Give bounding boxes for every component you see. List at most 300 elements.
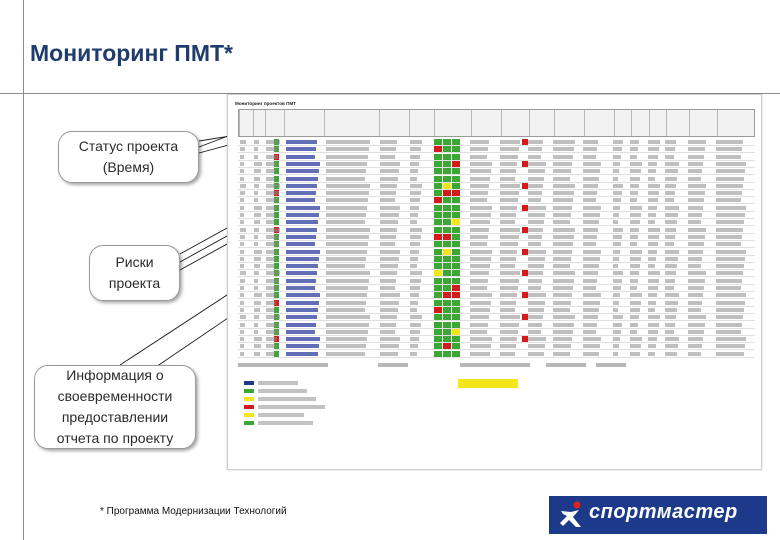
sheet-cell bbox=[470, 184, 489, 188]
sheet-cell bbox=[630, 206, 642, 210]
risk-status-cell bbox=[452, 249, 460, 255]
sheet-cell bbox=[410, 155, 420, 159]
sheet-cell bbox=[380, 140, 397, 144]
sheet-cell bbox=[688, 191, 705, 195]
report-status-cell bbox=[522, 314, 528, 320]
sheet-cell bbox=[240, 271, 246, 275]
sheet-cell bbox=[665, 337, 679, 341]
sheet-cell bbox=[630, 242, 637, 246]
sheet-cell bbox=[470, 177, 490, 181]
sheet-cell bbox=[613, 323, 622, 327]
sheet-cell bbox=[553, 330, 573, 334]
sheet-header-cell bbox=[717, 110, 719, 136]
sheet-cell bbox=[688, 315, 706, 319]
sheet-header-cell bbox=[253, 110, 255, 136]
sheet-header-cell bbox=[239, 110, 241, 136]
sheet-cell bbox=[410, 279, 421, 283]
sheet-cell bbox=[613, 162, 620, 166]
sheet-cell bbox=[254, 169, 261, 173]
sheet-cell bbox=[553, 228, 575, 232]
sheet-cell bbox=[326, 301, 366, 305]
sheet-cell bbox=[326, 315, 370, 319]
sheet-row bbox=[238, 343, 755, 350]
sheet-cell bbox=[528, 191, 542, 195]
risk-status-cell bbox=[443, 212, 451, 218]
sheet-cell bbox=[553, 198, 573, 202]
sheet-cell bbox=[648, 155, 658, 159]
sheet-cell bbox=[630, 191, 638, 195]
sheet-cell bbox=[583, 220, 599, 224]
sheet-cell bbox=[240, 323, 245, 327]
sheet-cell bbox=[716, 147, 742, 151]
risk-status-cell bbox=[443, 197, 451, 203]
sheet-cell bbox=[380, 286, 395, 290]
risk-status-cell bbox=[452, 161, 460, 167]
sheet-cell bbox=[254, 257, 261, 261]
sheet-cell bbox=[286, 184, 317, 188]
sheet-cell bbox=[500, 315, 520, 319]
sheet-cell bbox=[326, 206, 367, 210]
report-status-cell bbox=[522, 139, 528, 145]
sheet-cell bbox=[528, 271, 543, 275]
sheet-cell bbox=[716, 337, 746, 341]
sheet-row bbox=[238, 314, 755, 321]
sheet-cell bbox=[688, 323, 705, 327]
sheet-cell bbox=[528, 242, 541, 246]
sheet-cell bbox=[286, 213, 319, 217]
sheet-cell bbox=[240, 293, 244, 297]
sheet-cell bbox=[630, 228, 639, 232]
sheet-cell bbox=[266, 308, 275, 312]
risk-status-cell bbox=[452, 351, 460, 357]
sheet-cell bbox=[254, 286, 258, 290]
sheet-cell bbox=[528, 301, 545, 305]
sheet-cell bbox=[254, 315, 259, 319]
sheet-cell bbox=[380, 257, 399, 261]
sheet-cell bbox=[326, 147, 369, 151]
sheet-cell bbox=[613, 169, 619, 173]
sheet-cell bbox=[470, 257, 491, 261]
sheet-cell bbox=[553, 257, 571, 261]
sheet-cell bbox=[630, 330, 637, 334]
sheet-cell bbox=[648, 286, 658, 290]
risk-status-cell bbox=[443, 176, 451, 182]
sheet-cell bbox=[500, 206, 517, 210]
sheet-cell bbox=[688, 301, 702, 305]
sheet-row bbox=[238, 285, 755, 292]
sheet-row bbox=[238, 176, 755, 183]
sheet-cell bbox=[630, 198, 637, 202]
sheet-cell bbox=[286, 264, 318, 268]
sheet-cell bbox=[286, 147, 316, 151]
sheet-cell bbox=[380, 184, 397, 188]
sheet-cell bbox=[500, 308, 515, 312]
sheet-cell bbox=[716, 169, 745, 173]
risk-status-cell bbox=[452, 183, 460, 189]
sheet-cell bbox=[380, 279, 396, 283]
sheet-cell bbox=[528, 169, 545, 173]
sheet-cell bbox=[528, 250, 546, 254]
sheet-cell bbox=[254, 323, 258, 327]
sheet-cell bbox=[553, 235, 574, 239]
sheet-cell bbox=[648, 169, 656, 173]
sheet-cell bbox=[286, 286, 315, 290]
footnote: * Программа Модернизации Технологий bbox=[100, 506, 287, 517]
sheet-cell bbox=[254, 271, 259, 275]
sheet-cell bbox=[286, 235, 316, 239]
sheet-cell bbox=[266, 235, 279, 239]
sheet-cell bbox=[665, 352, 677, 356]
risk-status-cell bbox=[443, 351, 451, 357]
sheet-cell bbox=[688, 250, 703, 254]
sheet-cell bbox=[613, 301, 619, 305]
risk-status-cell bbox=[452, 300, 460, 306]
risk-status-cell bbox=[452, 219, 460, 225]
sheet-cell bbox=[254, 250, 262, 254]
sheet-cell bbox=[528, 330, 541, 334]
sheet-cell bbox=[266, 286, 278, 290]
sheet-cell bbox=[254, 308, 260, 312]
sheet-cell bbox=[470, 250, 492, 254]
sheet-cell bbox=[266, 191, 279, 195]
sheet-cell bbox=[254, 155, 258, 159]
sheet-cell bbox=[470, 140, 489, 144]
sheet-cell bbox=[240, 352, 244, 356]
sheet-cell bbox=[553, 147, 574, 151]
sheet-cell bbox=[665, 198, 674, 202]
sheet-cell bbox=[688, 330, 704, 334]
sheet-cell bbox=[500, 257, 516, 261]
sheet-cell bbox=[648, 315, 660, 319]
sheet-cell bbox=[410, 220, 417, 224]
legend-text bbox=[258, 413, 304, 417]
sheet-cell bbox=[613, 220, 618, 224]
sheet-cell bbox=[630, 286, 637, 290]
sheet-cell bbox=[716, 184, 743, 188]
sheet-cell bbox=[553, 169, 571, 173]
sheet-cell bbox=[528, 177, 544, 181]
sheet-cell bbox=[380, 344, 399, 348]
sheet-cell bbox=[254, 279, 258, 283]
sheet-cell bbox=[630, 301, 641, 305]
sheet-cell bbox=[716, 220, 744, 224]
sheet-cell bbox=[528, 352, 544, 356]
sheet-cell bbox=[688, 220, 701, 224]
sheet-cell bbox=[410, 323, 421, 327]
sheet-total-cell bbox=[378, 363, 408, 367]
sheet-cell bbox=[528, 315, 543, 319]
sheet-cell bbox=[583, 250, 601, 254]
risk-status-cell bbox=[443, 336, 451, 342]
sheet-cell bbox=[665, 293, 679, 297]
sheet-cell bbox=[254, 337, 262, 341]
sheet-cell bbox=[688, 257, 702, 261]
sheet-cell bbox=[410, 184, 422, 188]
sheet-cell bbox=[240, 330, 244, 334]
sheet-cell bbox=[630, 315, 639, 319]
sheet-cell bbox=[716, 140, 743, 144]
sheet-cell bbox=[613, 177, 618, 181]
sheet-cell bbox=[470, 337, 492, 341]
risk-status-cell bbox=[452, 146, 460, 152]
sheet-cell bbox=[470, 308, 490, 312]
sheet-cell bbox=[286, 330, 315, 334]
sheet-cell bbox=[254, 220, 260, 224]
report-status-cell bbox=[522, 161, 528, 167]
sheet-cell bbox=[688, 213, 702, 217]
report-status-cell bbox=[522, 292, 528, 298]
sheet-cell bbox=[583, 162, 601, 166]
sheet-cell bbox=[528, 279, 542, 283]
sheet-cell bbox=[500, 155, 518, 159]
sheet-cell bbox=[630, 169, 641, 173]
risk-status-cell bbox=[434, 146, 442, 152]
sheet-cell bbox=[665, 235, 675, 239]
sheet-cell bbox=[326, 264, 365, 268]
sheet-cell bbox=[470, 293, 492, 297]
sheet-cell bbox=[665, 191, 675, 195]
sheet-cell bbox=[254, 301, 261, 305]
risk-status-cell bbox=[434, 205, 442, 211]
sheet-row bbox=[238, 329, 755, 336]
sheet-header-cell bbox=[584, 110, 586, 136]
sheet-cell bbox=[688, 198, 704, 202]
sheet-cell bbox=[528, 308, 544, 312]
sheet-cell bbox=[266, 264, 275, 268]
sheet-cell bbox=[500, 344, 516, 348]
sheet-cell bbox=[410, 169, 418, 173]
sheet-header-cell bbox=[409, 110, 411, 136]
sheet-header-cell bbox=[434, 110, 436, 136]
risk-status-cell bbox=[452, 190, 460, 196]
sheet-cell bbox=[326, 198, 368, 202]
sheet-cell bbox=[613, 315, 623, 319]
sheet-cell bbox=[613, 344, 619, 348]
sheet-cell bbox=[528, 206, 546, 210]
sheet-cell bbox=[326, 177, 365, 181]
sheet-cell bbox=[648, 242, 658, 246]
sheet-cell bbox=[665, 184, 676, 188]
sheet-cell bbox=[665, 242, 674, 246]
sheet-cell bbox=[716, 206, 746, 210]
sheet-cell bbox=[613, 191, 622, 195]
sheet-cell bbox=[688, 184, 706, 188]
risk-status-cell bbox=[434, 183, 442, 189]
sheet-cell bbox=[553, 155, 573, 159]
sheet-cell bbox=[583, 242, 596, 246]
risk-status-cell bbox=[452, 197, 460, 203]
sheet-cell bbox=[716, 271, 743, 275]
sheet-cell bbox=[254, 147, 258, 151]
sheet-cell bbox=[286, 228, 317, 232]
sheet-cell bbox=[254, 293, 262, 297]
sheet-cell bbox=[326, 337, 367, 341]
sheet-cell bbox=[688, 235, 705, 239]
legend-swatch bbox=[244, 397, 254, 401]
sheet-cell bbox=[470, 169, 491, 173]
sheet-cell bbox=[613, 279, 622, 283]
sheet-cell bbox=[470, 352, 490, 356]
sheet-cell bbox=[286, 140, 317, 144]
sheet-cell bbox=[613, 228, 623, 232]
sheet-cell bbox=[410, 293, 419, 297]
sheet-cell bbox=[240, 213, 244, 217]
sheet-cell bbox=[500, 213, 516, 217]
sheet-cell bbox=[254, 235, 258, 239]
sheet-cell bbox=[648, 250, 657, 254]
sheet-cell bbox=[500, 147, 519, 151]
sheet-cell bbox=[665, 323, 675, 327]
sheet-cell bbox=[583, 271, 598, 275]
sheet-header-cell bbox=[471, 110, 473, 136]
sheet-row bbox=[238, 205, 755, 212]
sheet-cell bbox=[553, 301, 571, 305]
sheet-cell bbox=[665, 279, 675, 283]
sheet-cell bbox=[553, 315, 575, 319]
sheet-cell bbox=[266, 315, 280, 319]
sheet-cell bbox=[688, 140, 706, 144]
risk-status-cell bbox=[443, 300, 451, 306]
sheet-cell bbox=[500, 191, 519, 195]
risk-status-cell bbox=[452, 307, 460, 313]
risk-status-cell bbox=[452, 168, 460, 174]
sheet-cell bbox=[326, 308, 365, 312]
sheet-row bbox=[238, 256, 755, 263]
sheet-cell bbox=[613, 293, 620, 297]
sheet-cell bbox=[380, 162, 400, 166]
sheet-cell bbox=[286, 242, 315, 246]
sheet-cell bbox=[326, 235, 369, 239]
risk-status-cell bbox=[443, 285, 451, 291]
sheet-cell bbox=[716, 213, 745, 217]
sheet-cell bbox=[410, 206, 419, 210]
sheet-cell bbox=[716, 162, 746, 166]
sheet-cell bbox=[380, 264, 398, 268]
sheet-cell bbox=[716, 235, 742, 239]
sheet-cell bbox=[613, 352, 618, 356]
sheet-cell bbox=[583, 184, 598, 188]
risk-status-cell bbox=[443, 263, 451, 269]
sheet-cell bbox=[613, 257, 619, 261]
risk-status-cell bbox=[434, 168, 442, 174]
sheet-cell bbox=[470, 323, 488, 327]
sheet-cell bbox=[326, 184, 370, 188]
risk-status-cell bbox=[452, 205, 460, 211]
sheet-cell bbox=[254, 228, 259, 232]
sheet-cell bbox=[254, 140, 259, 144]
sheet-cell bbox=[528, 162, 546, 166]
sheet-cell bbox=[583, 344, 600, 348]
sheet-cell bbox=[240, 220, 244, 224]
risk-status-cell bbox=[452, 314, 460, 320]
risk-status-cell bbox=[434, 256, 442, 262]
sheet-cell bbox=[648, 162, 657, 166]
risk-status-cell bbox=[452, 241, 460, 247]
sheet-total-cell bbox=[238, 363, 328, 367]
legend-text bbox=[258, 381, 298, 385]
sheet-cell bbox=[254, 352, 260, 356]
sheet-cell bbox=[380, 206, 400, 210]
risk-status-cell bbox=[434, 307, 442, 313]
sheet-cell bbox=[326, 242, 368, 246]
sheet-cell bbox=[240, 169, 244, 173]
sheet-cell bbox=[553, 206, 572, 210]
sheet-cell bbox=[266, 257, 276, 261]
sheet-cell bbox=[470, 330, 487, 334]
legend-swatch bbox=[244, 405, 254, 409]
sheet-row bbox=[238, 263, 755, 270]
risk-status-cell bbox=[443, 292, 451, 298]
sheet-cell bbox=[583, 155, 596, 159]
sheet-cell bbox=[583, 140, 598, 144]
sheet-cell bbox=[630, 250, 642, 254]
sheet-cell bbox=[410, 250, 419, 254]
sheet-cell bbox=[553, 177, 570, 181]
sheet-cell bbox=[470, 271, 489, 275]
sheet-cell bbox=[553, 220, 570, 224]
sheet-cell bbox=[648, 344, 656, 348]
legend-swatch bbox=[244, 381, 254, 385]
sheet-cell bbox=[716, 155, 741, 159]
sheet-cell bbox=[583, 235, 597, 239]
sheet-cell bbox=[583, 264, 599, 268]
sheet-cell bbox=[326, 279, 369, 283]
sheet-cell bbox=[716, 250, 746, 254]
sheet-cell bbox=[630, 220, 640, 224]
sheet-row bbox=[238, 197, 755, 204]
sheet-cell bbox=[326, 155, 368, 159]
sheet-cell bbox=[410, 330, 420, 334]
sheet-cell bbox=[688, 155, 704, 159]
sheet-cell bbox=[266, 323, 279, 327]
sheet-cell bbox=[528, 155, 541, 159]
sheet-cell bbox=[240, 191, 245, 195]
risk-status-cell bbox=[452, 176, 460, 182]
sheet-cell bbox=[665, 250, 679, 254]
sheet-cell bbox=[665, 257, 678, 261]
sheet-cell bbox=[613, 286, 621, 290]
sheet-cell bbox=[410, 235, 421, 239]
sheet-cell bbox=[613, 140, 623, 144]
sheet-cell bbox=[716, 198, 741, 202]
sheet-cell bbox=[326, 323, 369, 327]
sheet-cell bbox=[528, 293, 546, 297]
risk-status-cell bbox=[443, 270, 451, 276]
sheet-cell bbox=[500, 301, 516, 305]
sheet-cell bbox=[500, 242, 518, 246]
sheet-header-cell bbox=[554, 110, 556, 136]
sheet-cell bbox=[648, 228, 660, 232]
sheet-cell bbox=[500, 279, 519, 283]
sheet-cell bbox=[688, 147, 705, 151]
sheet-cell bbox=[553, 352, 570, 356]
sheet-cell bbox=[583, 147, 597, 151]
sheet-cell bbox=[500, 228, 520, 232]
sheet-cell bbox=[665, 264, 677, 268]
sheet-cell bbox=[688, 162, 703, 166]
sheet-cell bbox=[583, 337, 601, 341]
sheet-header-cell bbox=[529, 110, 531, 136]
sheet-cell bbox=[613, 330, 621, 334]
risk-status-cell bbox=[452, 227, 460, 233]
sheet-cell bbox=[583, 330, 596, 334]
risk-status-cell bbox=[434, 343, 442, 349]
sheet-cell bbox=[716, 323, 742, 327]
sheet-cell bbox=[240, 184, 246, 188]
sheet-cell bbox=[583, 257, 600, 261]
sheet-cell bbox=[613, 235, 622, 239]
sheet-cell bbox=[286, 315, 317, 319]
